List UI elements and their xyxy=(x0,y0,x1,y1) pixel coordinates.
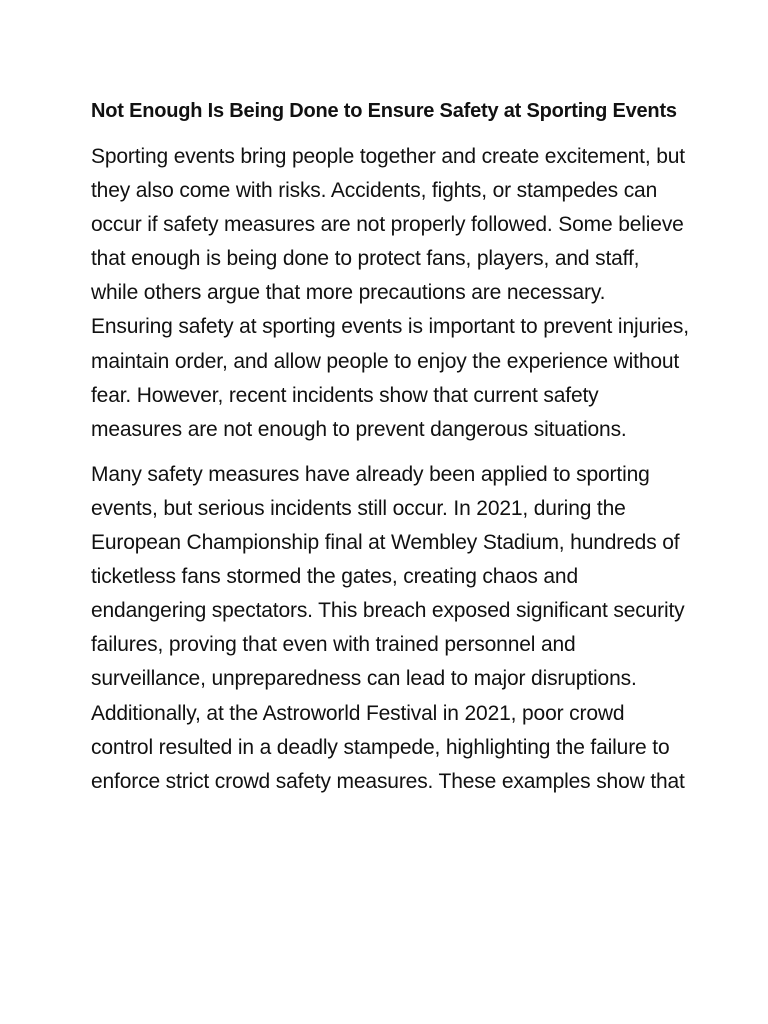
document-page xyxy=(91,94,691,810)
document-title: Not Enough Is Being Done to Ensure Safety at Sporting Events xyxy=(91,100,677,122)
paragraph-1: Sporting events bring people together and create excitement, but they also come with risks. Accidents, fights, or stampedes can occur if safety measures are not properly followed. Some believe that enough is being done to protect fans, players, and staff, while others argue that more precautions are necessary. Ensuring safety at sporting events is important to prevent injuries, maintain order, and allow people to enjoy the experience without fear. However, recent incidents show that current safety measures are not enough to prevent dangerous situations. xyxy=(91,145,689,441)
paragraph-2: Many safety measures have already been applied to sporting events, but serious incidents still occur. In 2021, during the European Championship final at Wembley Stadium, hundreds of ticketless fans stormed the gates, creating chaos and endangering spectators. This breach exposed significant security failures, proving that even with trained personnel and surveillance, unpreparedness can lead to major disruptions. Additionally, at the Astroworld Festival in 2021, poor crowd control resulted in a deadly stampede, highlighting the failure to enforce strict crowd safety measures. These examples show that xyxy=(91,462,685,793)
